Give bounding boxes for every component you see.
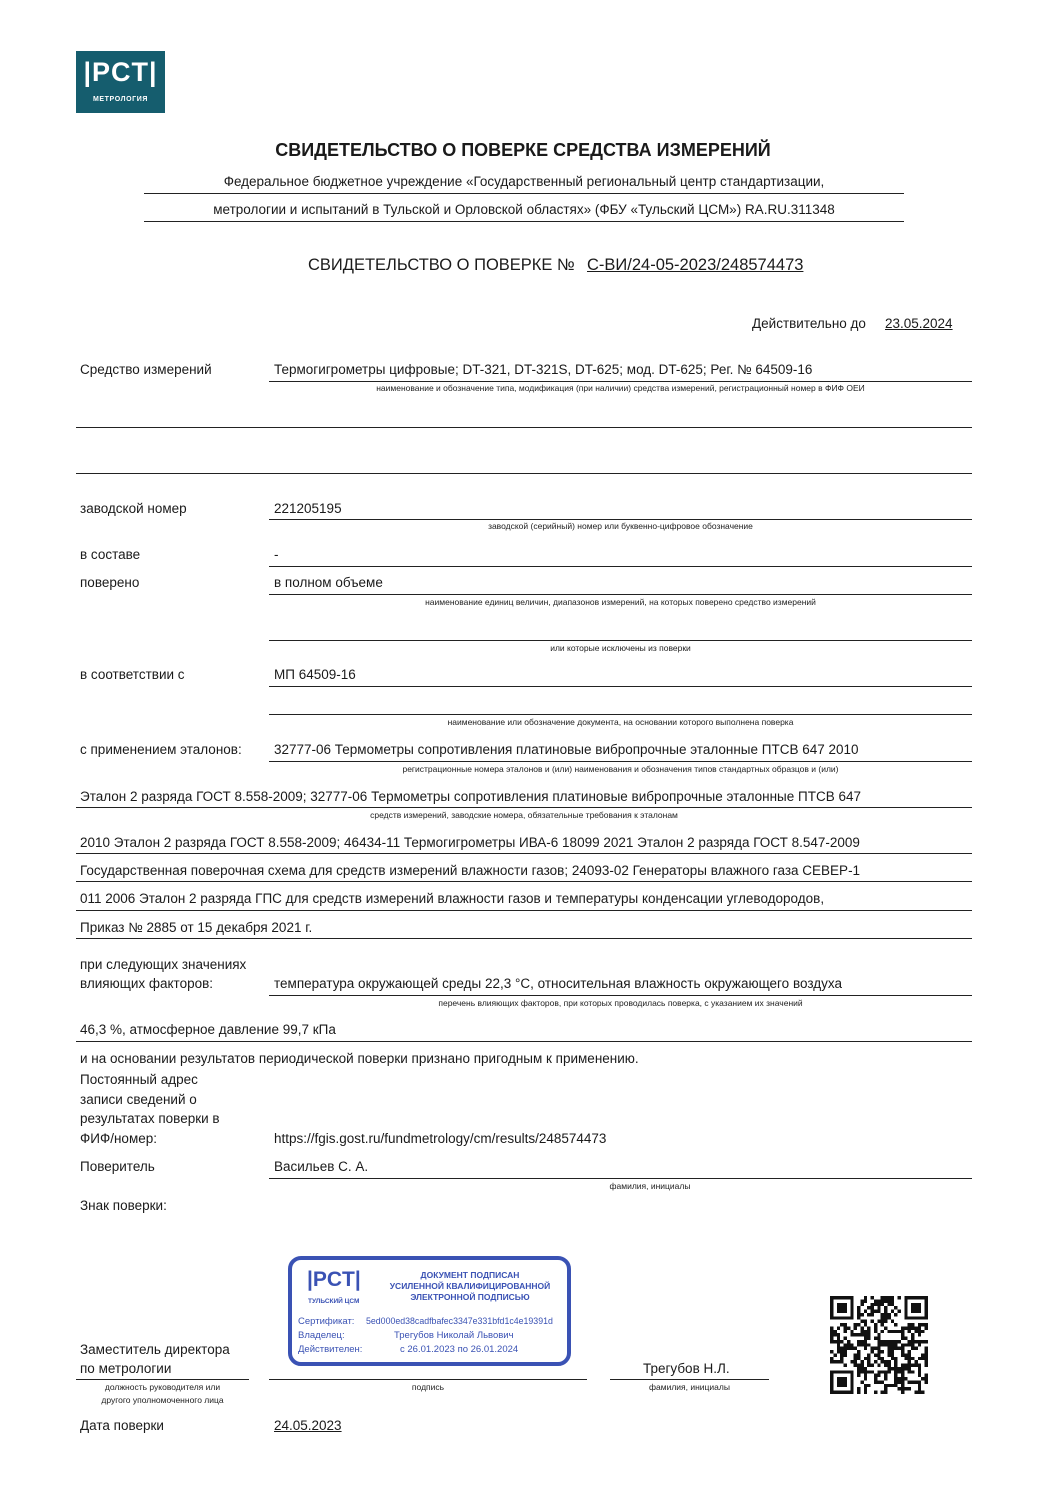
organization-line-2: метрологии и испытаний в Тульской и Орловской областях» (ФБУ «Тульский ЦСМ») RA.RU.311348 bbox=[213, 202, 835, 217]
accordance-caption: наименование или обозначение документа, на основании которого выполнена поверка bbox=[447, 717, 794, 727]
factors-line-2: 46,3 %, атмосферное давление 99,7 кПа bbox=[80, 1022, 336, 1037]
standards-line-6: Приказ № 2885 от 15 декабря 2021 г. bbox=[80, 920, 313, 935]
stamp-owner-value: Трегубов Николай Львович bbox=[394, 1330, 514, 1341]
verified-caption-2: или которые исключены из поверки bbox=[550, 643, 691, 653]
organization-line-1: Федеральное бюджетное учреждение «Государственный региональный центр стандартизации, bbox=[223, 174, 825, 189]
stamp-heading bbox=[378, 1270, 562, 1303]
position-caption-2: другого уполномоченного лица bbox=[101, 1395, 224, 1405]
fif-label-4: ФИФ/номер: bbox=[80, 1131, 157, 1146]
valid-until-date: 23.05.2024 bbox=[885, 316, 953, 331]
factors-label-2: влияющих факторов: bbox=[80, 976, 214, 991]
verified-caption-1: наименование единиц величин, диапазонов измерений, на которых поверено средство измерений bbox=[425, 597, 816, 607]
serial-caption: заводской (серийный) номер или буквенно-цифровое обозначение bbox=[488, 521, 753, 531]
signatory-name: Трегубов Н.Л. bbox=[643, 1361, 730, 1376]
accordance-label: в соответствии с bbox=[80, 667, 185, 682]
standards-line-4: Государственная поверочная схема для средств измерений влажности газов; 24093-02 Генераторы влажного газа СЕВЕР-1 bbox=[80, 863, 861, 878]
serial-label: заводской номер bbox=[80, 501, 187, 516]
composition-label: в составе bbox=[80, 547, 141, 562]
stamp-org: ТУЛЬСКИЙ ЦСМ bbox=[308, 1298, 360, 1305]
factors-value: температура окружающей среды 22,3 °С, относительная влажность окружающего воздуха bbox=[274, 976, 842, 991]
factors-label-1: при следующих значениях bbox=[80, 957, 247, 972]
fif-label-1: Постоянный адрес bbox=[80, 1072, 198, 1087]
accordance-value: МП 64509-16 bbox=[274, 667, 356, 682]
instrument-label: Средство измерений bbox=[80, 362, 212, 377]
instrument-caption: наименование и обозначение типа, модификация (при наличии) средства измерений, регистрационный номер в ФИФ ОЕИ bbox=[376, 383, 865, 393]
fif-url[interactable]: https://fgis.gost.ru/fundmetrology/cm/results/248574473 bbox=[274, 1131, 607, 1146]
stamp-heading-3: ЭЛЕКТРОННОЙ ПОДПИСЬЮ bbox=[410, 1292, 530, 1302]
signatory-position-2: по метрологии bbox=[80, 1361, 172, 1376]
certificate-number: С-ВИ/24-05-2023/248574473 bbox=[587, 256, 804, 274]
verification-date-label: Дата поверки bbox=[80, 1418, 164, 1433]
fif-label-2: записи сведений о bbox=[80, 1092, 197, 1107]
standards-line-2: Эталон 2 разряда ГОСТ 8.558-2009; 32777-06 Термометры сопротивления платиновые вибропрочные эталонные ПТСВ 647 bbox=[80, 789, 861, 804]
standards-caption-2: средств измерений, заводские номера, обязательные требования к эталонам bbox=[370, 810, 678, 820]
composition-value: - bbox=[274, 547, 279, 562]
verification-date: 24.05.2023 bbox=[274, 1418, 342, 1433]
qr-code-icon bbox=[830, 1296, 928, 1394]
logo-subtitle: МЕТРОЛОГИЯ bbox=[92, 96, 148, 103]
stamp-valid-label: Действителен: bbox=[298, 1344, 363, 1355]
rst-logo bbox=[76, 51, 165, 113]
verifier-name: Васильев С. А. bbox=[274, 1159, 369, 1174]
standards-label: с применением эталонов: bbox=[80, 742, 242, 757]
verifier-label: Поверитель bbox=[80, 1159, 155, 1174]
signatory-name-caption: фамилия, инициалы bbox=[649, 1382, 730, 1392]
stamp-owner-label: Владелец: bbox=[298, 1330, 345, 1341]
valid-until-label: Действительно до bbox=[752, 316, 866, 331]
standards-line-5: 011 2006 Эталон 2 разряда ГПС для средств измерений влажности газов и температуры конденсации углеводородов, bbox=[80, 891, 825, 906]
verified-label: поверено bbox=[80, 575, 140, 590]
e-signature-stamp bbox=[288, 1256, 571, 1366]
stamp-valid-value: с 26.01.2023 по 26.01.2024 bbox=[400, 1344, 519, 1355]
instrument-value: Термогигрометры цифровые; DT-321, DT-321S, DT-625; мод. DT-625; Рег. № 64509-16 bbox=[274, 362, 813, 377]
stamp-cert-label: Сертификат: bbox=[298, 1316, 355, 1327]
stamp-heading-1: ДОКУМЕНТ ПОДПИСАН bbox=[420, 1270, 520, 1280]
standards-caption-1: регистрационные номера эталонов и (или) наименования и обозначения типов стандартных образцов и (или) bbox=[402, 764, 839, 774]
standards-line-3: 2010 Эталон 2 разряда ГОСТ 8.558-2009; 46434-11 Термогигрометры ИВА-6 18099 2021 Эталон 2 разряда ГОСТ 8.547-2009 bbox=[80, 835, 860, 850]
certificate-label: СВИДЕТЕЛЬСТВО О ПОВЕРКЕ № bbox=[308, 256, 575, 274]
signatory-position-1: Заместитель директора bbox=[80, 1342, 230, 1357]
conclusion-text: и на основании результатов периодической поверки признано пригодным к применению. bbox=[80, 1051, 639, 1066]
serial-value: 221205195 bbox=[274, 501, 342, 516]
document-title: СВИДЕТЕЛЬСТВО О ПОВЕРКЕ СРЕДСТВА ИЗМЕРЕНИЙ bbox=[275, 140, 771, 160]
verified-value: в полном объеме bbox=[274, 575, 383, 590]
verification-mark-label: Знак поверки: bbox=[80, 1198, 167, 1213]
stamp-logo: |PCT| bbox=[307, 1268, 361, 1291]
factors-caption: перечень влияющих факторов, при которых проводилась поверка, с указанием их значений bbox=[438, 998, 803, 1008]
stamp-heading-2: УСИЛЕННОЙ КВАЛИФИЦИРОВАННОЙ bbox=[389, 1281, 551, 1291]
standards-value-first: 32777-06 Термометры сопротивления платиновые вибропрочные эталонные ПТСВ 647 2010 bbox=[274, 742, 859, 757]
position-caption-1: должность руководителя или bbox=[104, 1382, 221, 1392]
signature-caption: подпись bbox=[411, 1382, 445, 1392]
fif-label-3: результатах поверки в bbox=[80, 1111, 220, 1126]
stamp-cert-value: 5ed000ed38cadfbafec3347e331bfd1c4e19391d bbox=[366, 1316, 553, 1326]
verifier-caption: фамилия, инициалы bbox=[609, 1181, 691, 1191]
logo-mark: |PCT| bbox=[83, 57, 158, 87]
